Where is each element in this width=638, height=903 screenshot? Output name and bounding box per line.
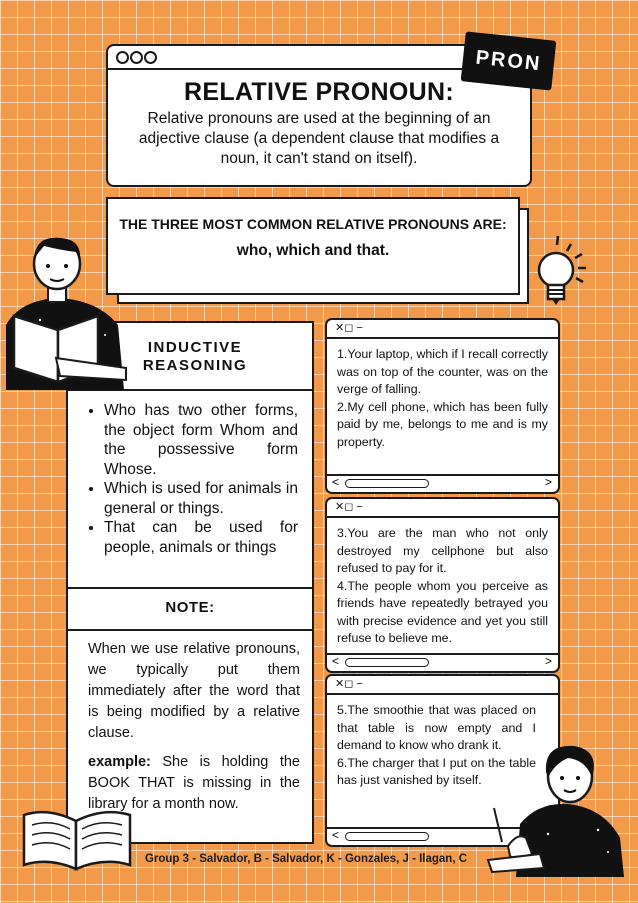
scrollbar[interactable]	[327, 474, 558, 492]
example-item: 2.My cell phone, which has been fully paid by me, belongs to me and is my property.	[337, 399, 548, 449]
example-item: 1.Your laptop, which if I recall correctly was on top of the counter, was on the verge of falling.	[337, 347, 548, 396]
example-item: 5.The smoothie that was placed on that table is now empty and I demand to know who drank it.	[337, 703, 536, 752]
scroll-thumb[interactable]	[345, 832, 429, 841]
inductive-bullets	[68, 391, 312, 589]
example-window-2	[325, 497, 560, 673]
common-pronouns-box	[106, 197, 520, 295]
chevron-right-icon[interactable]: >	[544, 475, 552, 489]
example-text: She is holding the BOOK THAT is missing in the library for a month now.	[88, 754, 300, 812]
page-title: RELATIVE PRONOUN:	[184, 78, 454, 106]
chevron-left-icon[interactable]: <	[332, 654, 340, 668]
window-controls[interactable]: ✕◻ −	[327, 676, 558, 695]
definition-text: Relative pronouns are used at the beginning of an adjective clause (a dependent clause that modifies a noun, it can't stand on itself).	[138, 110, 500, 167]
example-label: example:	[88, 754, 151, 770]
example-item: 4.The people whom you perceive as friends have repeatedly betrayed you with precise evidence and yet you still refuse to believe me.	[337, 578, 548, 645]
common-pronouns-title: THE THREE MOST COMMON RELATIVE PRONOUNS ARE:	[119, 216, 507, 232]
window-controls[interactable]: ✕◻ −	[327, 499, 558, 518]
scroll-thumb[interactable]	[345, 479, 429, 488]
inductive-heading: INDUCTIVE REASONING	[142, 339, 248, 374]
footer-credits: Group 3 - Salvador, B - Salvador, K - Gonzales, J - Ilagan, C	[144, 853, 468, 865]
example-item: 3.You are the man who not only destroyed my cellphone but also refused to pay for it.	[337, 526, 548, 575]
common-pronouns-words: who, which and that.	[236, 242, 390, 259]
window-controls[interactable]: ✕◻ −	[327, 320, 558, 339]
pron-tag: PRON	[461, 31, 557, 90]
window-dot-icon	[130, 51, 143, 64]
list-item: • Who has two other forms, the object form Whom and the possessive form Whose.	[104, 401, 298, 479]
lightbulb-icon	[526, 232, 592, 312]
window-dot-icon	[116, 51, 129, 64]
window-dot-icon	[144, 51, 157, 64]
scroll-thumb[interactable]	[345, 658, 429, 667]
list-item: • Which is used for animals in general or things.	[104, 479, 298, 518]
chevron-left-icon[interactable]: <	[332, 475, 340, 489]
note-text: When we use relative pronouns, we typically put them immediately after the word that is being modified by a relative clause.	[88, 641, 300, 741]
example-item: 6.The charger that I put on the table has just vanished by itself.	[337, 755, 536, 787]
note-heading: NOTE:	[68, 587, 312, 631]
example-window-1	[325, 318, 560, 494]
inductive-reasoning-panel	[66, 321, 314, 844]
chevron-right-icon[interactable]: >	[544, 654, 552, 668]
list-item: • That can be used for people, animals or things	[104, 518, 298, 557]
chevron-left-icon[interactable]: <	[332, 828, 340, 842]
scrollbar[interactable]	[327, 653, 558, 671]
man-reading-illustration	[0, 230, 140, 390]
